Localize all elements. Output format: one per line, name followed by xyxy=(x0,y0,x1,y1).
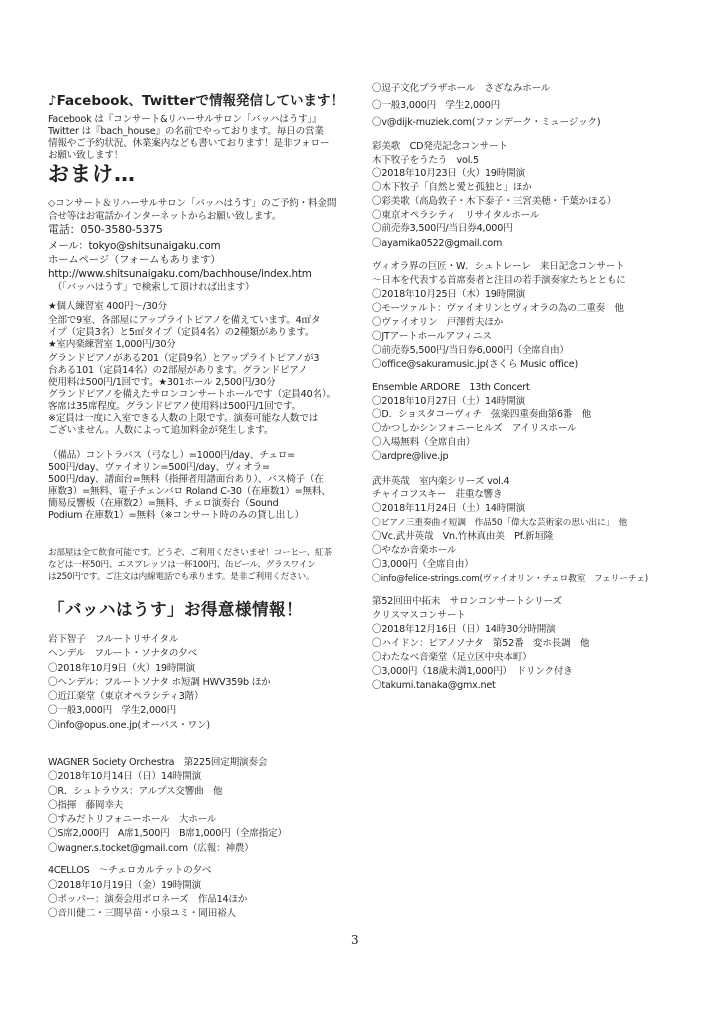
event-line: チャイコフスキー 荘重な響き xyxy=(372,489,503,500)
contact-line: 合せ等はお電話かインターネットからお願い致します。 xyxy=(48,211,282,222)
event-line: 〇ヴァイオリン 戸澤哲夫ほか xyxy=(372,317,504,328)
event-line: 〇info@opus.one.jp(オーパス・ワン) xyxy=(48,720,210,731)
practice-line: ★個人練習室 400円～/30分 xyxy=(48,301,167,312)
search-hint: （「バッハはうす」で検索して頂ければ出ます） xyxy=(48,282,255,293)
event-line: 〇JTアートホールアフィニス xyxy=(372,331,492,342)
event-line: 〇2018年10月27日（土）14時開演 xyxy=(372,396,525,407)
event-line: 〇入場無料（全席自由） xyxy=(372,437,476,448)
event-line: 〇S席2,000円 A席1,500円 B席1,000円（全席指定） xyxy=(48,828,287,839)
phone-number: 電話：050-3580-5375 xyxy=(48,223,163,236)
equipment-line: 簡易反響板（在庫数2）=無料、チェロ演奏台（Sound xyxy=(48,498,279,509)
practice-line: 客席は35席程度。グランドピアノ使用料は500円/1回です。 xyxy=(48,401,301,412)
practice-line: ※定員は一度に入室できる人数の上限です。演奏可能な人数では xyxy=(48,413,319,424)
event-line: 木下牧子をうたう vol.5 xyxy=(372,155,479,166)
event-line: 〇Vc.武井英哉 Vn.竹林真由美 Pf.新垣隆 xyxy=(372,531,554,542)
facebook-text-line: Twitter は『bach_house』の名前でやっております。毎日の営業 xyxy=(48,126,324,137)
event-line: 〇office@sakuramusic.jp(さくら Music office) xyxy=(372,359,578,370)
equipment-line: Podium 在庫数1）=無料（※コンサート時のみの貸し出し） xyxy=(48,510,304,521)
event-line: ヘンデル フルート・ソナタの夕べ xyxy=(48,648,197,659)
event-line: 岩下智子 フルートリサイタル xyxy=(48,634,179,645)
practice-line: イプ（定員3名）と5㎡タイプ（定員4名）の2種類があります。 xyxy=(48,327,315,338)
equipment-line: （備品）コントラバス（弓なし）=1000円/day、チェロ= xyxy=(48,450,295,461)
event-line: 〇2018年10月25日（木）19時開演 xyxy=(372,289,525,300)
practice-line: グランドピアノがある201（定員9名）とアップライトピアノが3 xyxy=(48,353,320,364)
equipment-line: 500円/day、譜面台=無料（指揮者用譜面台あり）、バス椅子（在 xyxy=(48,474,324,485)
event-line: 〇逗子文化プラザホール さざなみホール xyxy=(372,83,551,94)
event-line: 〇音川健二・三間早苗・小泉ユミ・岡田裕人 xyxy=(48,908,236,919)
event-line: 〇東京オペラシティ リサイタルホール xyxy=(372,210,540,221)
event-line: 第52回田中拓未 サロンコンサートシリーズ xyxy=(372,596,562,607)
practice-line: 全部で9室、各部屋にアップライトピアノを備えています。4㎡タ xyxy=(48,315,321,326)
contact-line: ◇コンサート＆リハーサルサロン「バッハはうす」のご予約・料金問 xyxy=(48,198,337,209)
event-line: ～日本を代表する首席奏者と注目の若手演奏家たちとともに xyxy=(372,275,626,286)
page-number: 3 xyxy=(351,933,359,947)
email-address: メール：tokyo@shitsunaigaku.com xyxy=(48,240,221,252)
event-line: 〇3,000円（18歳未満1,000円） ドリンク付き xyxy=(372,666,573,677)
practice-line: ございません。人数によって追加料金が発生します。 xyxy=(48,425,274,436)
event-line: 〇一般3,000円 学生2,000円 xyxy=(372,100,501,111)
facebook-text-line: 情報やご予約状況、休業案内なども書いております！是非フォロー xyxy=(48,138,330,149)
event-line: 〇v@dijk-muziek.com(ファンデーク・ミュージック) xyxy=(372,117,601,128)
event-line: 〇やなか音楽ホール xyxy=(372,545,457,556)
event-line: 〇D．ショスタコーヴィチ 弦楽四重奏曲第6番 他 xyxy=(372,409,591,420)
event-line: Ensemble ARDORE 13th Concert xyxy=(372,382,530,393)
event-line: 〇ピアノ三重奏曲イ短調 作品50「偉大な芸術家の思い出に」 他 xyxy=(372,518,628,528)
event-line: 〇かつしかシンフォニーヒルズ アイリスホール xyxy=(372,423,577,434)
event-line: 〇ardpre@live.jp xyxy=(372,451,449,462)
customers-heading: 「バッハはうす」お得意様情報！ xyxy=(48,600,303,619)
homepage-url: http://www.shitsunaigaku.com/bachhouse/index.htm xyxy=(48,268,312,280)
event-line: 彩美歌 CD発売記念コンサート xyxy=(372,141,508,152)
event-line: ヴィオラ界の巨匠・W．シュトレーレ 来日記念コンサート xyxy=(372,261,625,272)
event-line: 〇近江楽堂（東京オペラシティ3階） xyxy=(48,691,204,702)
drink-line: は250円です。ご注文は内線電話でも承ります。是非ご利用ください。 xyxy=(48,572,315,582)
event-line: WAGNER Society Orchestra 第225回定期演奏会 xyxy=(48,757,268,768)
event-line: 〇wagner.s.tocket@gmail.com（広報：神農） xyxy=(48,843,254,854)
drink-line: お部屋は全て飲食可能です。どうぞ、ご利用くださいませ！コーヒー、紅茶 xyxy=(48,548,332,558)
facebook-text-line: お願い致します！ xyxy=(48,150,124,161)
event-line: 〇2018年10月14日（日）14時開演 xyxy=(48,771,201,782)
event-line: 〇木下牧子「自然と愛と孤独と」ほか xyxy=(372,182,532,193)
practice-line: ★室内楽練習室 1,000円/30分 xyxy=(48,339,176,350)
facebook-text-line: Facebook は『コンサート&リハーサルサロン「バッハはうす」』 xyxy=(48,114,322,125)
event-line: 〇2018年10月9日（火）19時開演 xyxy=(48,663,196,674)
event-line: 〇2018年12月16日（日）14時30分時開演 xyxy=(372,624,556,635)
event-line: 〇指揮 藤岡幸夫 xyxy=(48,800,124,811)
equipment-line: 500円/day、ヴァイオリン=500円/day、ヴィオラ= xyxy=(48,462,270,473)
event-line: 〇ポッパー：演奏会用ポロネーズ 作品14ほか xyxy=(48,894,248,905)
event-line: 武井英哉 室内楽シリーズ vol.4 xyxy=(372,476,510,487)
event-line: 〇前売券5,500円/当日券6,000円（全席自由） xyxy=(372,345,569,356)
omake-heading: おまけ… xyxy=(48,162,136,186)
event-line: 〇わたなべ音楽堂（足立区中央本町） xyxy=(372,652,532,663)
homepage-label: ホームページ（フォームもあります） xyxy=(48,254,221,266)
practice-line: 使用料は500円/1回です。★301ホール 2,500円/30分 xyxy=(48,377,276,388)
event-line: 〇ヘンデル：フルートソナタ ホ短調 HWV359b ほか xyxy=(48,677,271,688)
event-line: 〇info@felice-strings.com(ヴァイオリン・チェロ教室 フェリーチェ) xyxy=(372,574,649,584)
equipment-line: 庫数3）=無料、電子チェンバロ Roland C-30（在庫数1）=無料、 xyxy=(48,486,331,497)
practice-line: 台ある101（定員14名）の2部屋があります。グランドピアノ xyxy=(48,365,308,376)
event-line: 4CELLOS ～チェロカルテットの夕べ xyxy=(48,865,212,876)
event-line: クリスマスコンサート xyxy=(372,610,466,621)
event-line: 〇2018年10月23日（火）19時開演 xyxy=(372,168,525,179)
event-line: 〇ハイドン：ピアノソナタ 第52番 変ホ長調 他 xyxy=(372,638,590,649)
event-line: 〇2018年11月24日（土）14時開演 xyxy=(372,503,525,514)
event-line: 〇前売券3,500円/当日券4,000円 xyxy=(372,223,513,234)
event-line: 〇takumi.tanaka@gmx.net xyxy=(372,680,496,691)
event-line: 〇彩美歌（高島敦子・木下泰子・三宮美穂・千葉かほる） xyxy=(372,196,617,207)
event-line: 〇ayamika0522@gmail.com xyxy=(372,238,503,249)
drink-line: などは一杯50円、エスプレッソは一杯100円、缶ビール、グラスワイン xyxy=(48,560,316,570)
facebook-heading: ♪Facebook、Twitterで情報発信しています！ xyxy=(48,93,345,109)
event-line: 〇モーツァルト：ヴァイオリンとヴィオラの為の二重奏 他 xyxy=(372,303,624,314)
event-line: 〇すみだトリフォニーホール 大ホール xyxy=(48,814,217,825)
practice-line: グランドピアノを備えたサロンコンサートホールです（定員40名）。 xyxy=(48,389,336,400)
event-line: 〇一般3,000円 学生2,000円 xyxy=(48,705,177,716)
event-line: 〇2018年10月19日（金）19時開演 xyxy=(48,880,201,891)
event-line: 〇3,000円（全席自由） xyxy=(372,559,474,570)
event-line: 〇R．シュトラウス：アルプス交響曲 他 xyxy=(48,786,223,797)
